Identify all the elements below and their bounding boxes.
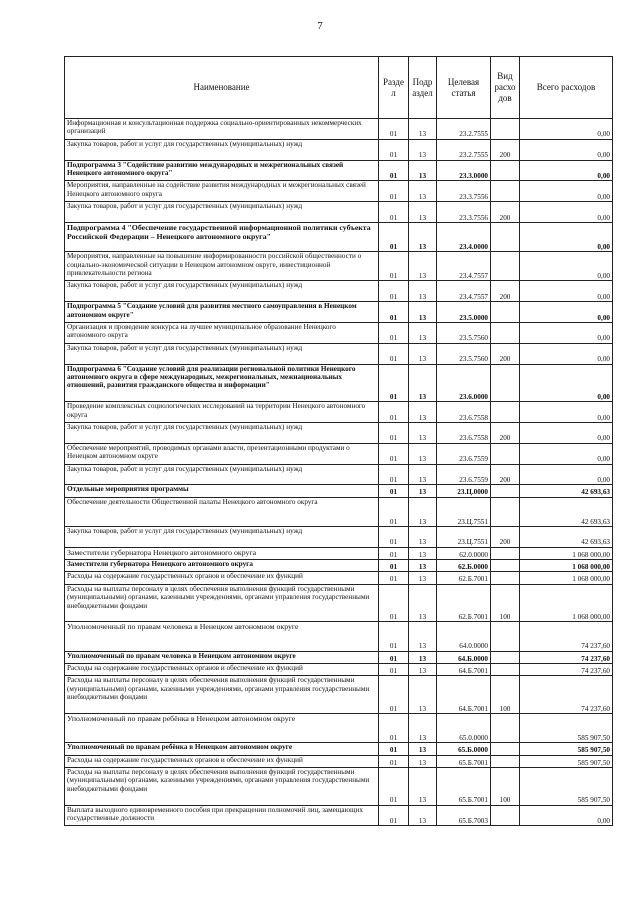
cell-expense-type [491,322,520,343]
cell-subsection: 13 [409,622,437,651]
cell-name: Обеспечение деятельности Общественной палаты Ненецкого автономного округа [65,497,379,526]
cell-section: 01 [379,651,409,663]
cell-expense-type: 200 [491,526,520,547]
cell-section: 01 [379,160,409,181]
cell-target: 62.Б.0000 [437,560,491,572]
cell-section: 01 [379,322,409,343]
cell-name: Мероприятия, направленные на повышение информированности российской общественности о социально-экономической ситуации в Ненецком автономном округе, инвестиционной привлекательности региона [65,252,379,281]
cell-total: 0,00 [520,160,613,181]
cell-expense-type: 200 [491,343,520,364]
cell-section: 01 [379,768,409,806]
cell-section: 01 [379,526,409,547]
cell-expense-type: 200 [491,139,520,160]
cell-section: 01 [379,281,409,302]
cell-expense-type [491,572,520,584]
cell-target: 65.Б.7001 [437,755,491,767]
cell-total: 0,00 [520,181,613,202]
cell-name: Закупка товаров, работ и услуг для государственных (муниципальных) нужд [65,422,379,443]
cell-name: Закупка товаров, работ и услуг для государственных (муниципальных) нужд [65,281,379,302]
cell-subsection: 13 [409,139,437,160]
cell-subsection: 13 [409,443,437,464]
cell-expense-type: 100 [491,768,520,806]
cell-total: 0,00 [520,119,613,140]
cell-target: 23.6.7559 [437,464,491,485]
cell-section: 01 [379,252,409,281]
cell-name: Подпрограмма 3 "Содействие развитию международных и межрегиональных связей Ненецкого автономного округа" [65,160,379,181]
cell-target: 23.2.7555 [437,139,491,160]
cell-target: 65.0.0000 [437,714,491,743]
cell-section: 01 [379,584,409,622]
cell-name: Расходы на содержание государственных органов и обеспечение их функций [65,664,379,676]
cell-target: 64.Б.0000 [437,651,491,663]
cell-section: 01 [379,805,409,826]
table-body [65,119,613,826]
header-section-label: Разде л [383,76,404,98]
cell-total: 1 068 000,00 [520,560,613,572]
table-row [65,485,613,497]
header-target [437,57,491,119]
cell-section: 01 [379,485,409,497]
cell-total: 0,00 [520,422,613,443]
cell-target: 65.Б.7001 [437,768,491,806]
table-row [65,547,613,559]
cell-target: 23.4.7557 [437,281,491,302]
cell-section: 01 [379,743,409,755]
cell-target: 65.Б.0000 [437,743,491,755]
cell-section: 01 [379,572,409,584]
cell-total: 0,00 [520,302,613,323]
table-row [65,676,613,714]
cell-target: 65.Б.7003 [437,805,491,826]
cell-name: Проведение комплексных социологических исследований на территории Ненецкого автономного округа [65,402,379,423]
table-row [65,560,613,572]
cell-total: 585 907,50 [520,768,613,806]
cell-section: 01 [379,343,409,364]
cell-expense-type: 100 [491,584,520,622]
cell-target: 23.5.0000 [437,302,491,323]
table-row [65,584,613,622]
table-row [65,464,613,485]
cell-total: 0,00 [520,805,613,826]
cell-subsection: 13 [409,497,437,526]
cell-subsection: 13 [409,343,437,364]
cell-target: 64.0.0000 [437,622,491,651]
cell-subsection: 13 [409,572,437,584]
table-row [65,714,613,743]
cell-name: Уполномоченный по правам ребёнка в Ненецком автономном округе [65,714,379,743]
table-row [65,119,613,140]
cell-total: 585 907,50 [520,714,613,743]
header-subsection-label: Подр аздел [412,76,433,98]
cell-subsection: 13 [409,202,437,223]
budget-table [64,56,613,826]
cell-section: 01 [379,422,409,443]
cell-total: 0,00 [520,222,613,251]
cell-subsection: 13 [409,402,437,423]
cell-total: 74 237,60 [520,622,613,651]
cell-target: 23.Ц.7551 [437,526,491,547]
cell-target: 62.Б.7001 [437,584,491,622]
cell-subsection: 13 [409,464,437,485]
cell-total: 74 237,60 [520,664,613,676]
table-row [65,302,613,323]
cell-subsection: 13 [409,322,437,343]
cell-subsection: 13 [409,485,437,497]
cell-section: 01 [379,119,409,140]
table-row [65,222,613,251]
cell-expense-type: 200 [491,464,520,485]
cell-subsection: 13 [409,584,437,622]
cell-name: Информационная и консультационная поддержка социально-ориентированных некоммерческих организаций [65,119,379,140]
cell-section: 01 [379,222,409,251]
table-row [65,160,613,181]
cell-total: 1 068 000,00 [520,572,613,584]
cell-subsection: 13 [409,547,437,559]
cell-section: 01 [379,755,409,767]
cell-expense-type: 200 [491,281,520,302]
cell-target: 23.6.7559 [437,443,491,464]
cell-target: 23.Ц.7551 [437,497,491,526]
cell-target: 62.0.0000 [437,547,491,559]
cell-total: 585 907,50 [520,755,613,767]
cell-section: 01 [379,402,409,423]
cell-expense-type [491,364,520,402]
cell-total: 0,00 [520,322,613,343]
cell-target: 23.Ц.0000 [437,485,491,497]
cell-section: 01 [379,714,409,743]
cell-total: 0,00 [520,364,613,402]
table-row [65,202,613,223]
cell-subsection: 13 [409,651,437,663]
cell-expense-type [491,755,520,767]
cell-total: 74 237,60 [520,651,613,663]
cell-expense-type [491,743,520,755]
page-number: 7 [317,20,323,32]
cell-name: Подпрограмма 4 "Обеспечение государственной информационной политики субъекта Российской Федерации – Ненецкого автономного округа" [65,222,379,251]
table-header-row [65,57,613,119]
cell-expense-type [491,485,520,497]
cell-subsection: 13 [409,676,437,714]
table-row [65,139,613,160]
cell-subsection: 13 [409,755,437,767]
cell-total: 1 068 000,00 [520,584,613,622]
cell-total: 0,00 [520,202,613,223]
header-expense-type [491,57,520,119]
cell-subsection: 13 [409,160,437,181]
cell-expense-type [491,443,520,464]
cell-expense-type: 200 [491,422,520,443]
cell-total: 42 693,63 [520,497,613,526]
header-name [65,57,379,119]
cell-subsection: 13 [409,181,437,202]
cell-name: Уполномоченный по правам ребёнка в Ненецком автономном округе [65,743,379,755]
cell-subsection: 13 [409,805,437,826]
cell-expense-type [491,302,520,323]
cell-total: 0,00 [520,252,613,281]
table-row [65,252,613,281]
cell-expense-type [491,714,520,743]
cell-name: Отдельные мероприятия программы [65,485,379,497]
cell-subsection: 13 [409,743,437,755]
table-row [65,572,613,584]
cell-target: 23.5.7560 [437,322,491,343]
cell-subsection: 13 [409,714,437,743]
cell-section: 01 [379,302,409,323]
cell-name: Расходы на содержание государственных органов и обеспечение их функций [65,755,379,767]
cell-section: 01 [379,443,409,464]
cell-section: 01 [379,364,409,402]
cell-name: Закупка товаров, работ и услуг для государственных (муниципальных) нужд [65,526,379,547]
table-row [65,805,613,826]
cell-expense-type [491,222,520,251]
header-expense-type-label: Вид расхо дов [494,71,516,103]
header-target-label: Целевая статья [447,76,480,98]
cell-expense-type [491,805,520,826]
table-row [65,664,613,676]
cell-target: 23.5.7560 [437,343,491,364]
cell-total: 0,00 [520,402,613,423]
cell-subsection: 13 [409,222,437,251]
table-row [65,622,613,651]
cell-subsection: 13 [409,526,437,547]
cell-target: 23.6.0000 [437,364,491,402]
table-row [65,181,613,202]
cell-expense-type: 200 [491,202,520,223]
table-row [65,402,613,423]
cell-subsection: 13 [409,119,437,140]
table-row [65,526,613,547]
cell-name: Расходы на выплаты персоналу в целях обеспечения выполнения функций государственными (муниципальными) органами, казенными учреждениями, органами управления государственными внебюджетными фондами [65,768,379,806]
cell-subsection: 13 [409,664,437,676]
cell-subsection: 13 [409,281,437,302]
cell-target: 23.3.0000 [437,160,491,181]
header-total-label: Всего расходов [536,82,596,92]
cell-name: Заместители губернатора Ненецкого автономного округа [65,547,379,559]
table-row [65,768,613,806]
cell-target: 64.Б.7001 [437,676,491,714]
table-row [65,343,613,364]
cell-name: Выплата выходного единовременного пособия при прекращении полномочий лиц, замещающих государственные должности [65,805,379,826]
cell-target: 23.6.7558 [437,402,491,423]
cell-expense-type [491,252,520,281]
table-row [65,364,613,402]
cell-total: 0,00 [520,281,613,302]
cell-expense-type [491,497,520,526]
cell-total: 0,00 [520,443,613,464]
cell-subsection: 13 [409,364,437,402]
cell-subsection: 13 [409,302,437,323]
cell-subsection: 13 [409,252,437,281]
table-row [65,322,613,343]
cell-name: Закупка товаров, работ и услуг для государственных (муниципальных) нужд [65,202,379,223]
cell-section: 01 [379,181,409,202]
cell-name: Подпрограмма 6 "Создание условий для реализации региональной политики Ненецкого автономного округа в сфере международных, межрегиональных, межнациональных отношений, развития гражданского общества и информации" [65,364,379,402]
cell-expense-type [491,560,520,572]
cell-target: 62.Б.7001 [437,572,491,584]
cell-total: 42 693,63 [520,485,613,497]
cell-name: Обеспечение мероприятий, проводимых органами власти, презентационными продуктами о Ненецком автономном округе [65,443,379,464]
header-name-label: Наименование [193,82,250,92]
cell-name: Закупка товаров, работ и услуг для государственных (муниципальных) нужд [65,139,379,160]
cell-target: 23.6.7558 [437,422,491,443]
cell-target: 23.4.0000 [437,222,491,251]
cell-subsection: 13 [409,422,437,443]
cell-total: 42 693,63 [520,526,613,547]
cell-name: Уполномоченный по правам человека в Ненецком автономном округе [65,622,379,651]
cell-name: Закупка товаров, работ и услуг для государственных (муниципальных) нужд [65,464,379,485]
cell-name: Уполномоченный по правам человека в Ненецком автономном округе [65,651,379,663]
cell-total: 0,00 [520,464,613,485]
header-subsection [409,57,437,119]
cell-name: Расходы на выплаты персоналу в целях обеспечения выполнения функций государственными (муниципальными) органами, казенными учреждениями, органами управления государственными внебюджетными фондами [65,584,379,622]
header-section [379,57,409,119]
cell-expense-type: 100 [491,676,520,714]
cell-total: 1 068 000,00 [520,547,613,559]
cell-expense-type [491,402,520,423]
table-row [65,497,613,526]
cell-section: 01 [379,560,409,572]
cell-subsection: 13 [409,560,437,572]
cell-expense-type [491,664,520,676]
cell-name: Заместители губернатора Ненецкого автономного округа [65,560,379,572]
cell-expense-type [491,181,520,202]
cell-name: Расходы на содержание государственных органов и обеспечение их функций [65,572,379,584]
cell-section: 01 [379,664,409,676]
cell-target: 23.3.7556 [437,202,491,223]
cell-total: 0,00 [520,343,613,364]
cell-total: 0,00 [520,139,613,160]
cell-section: 01 [379,547,409,559]
table-row [65,651,613,663]
cell-target: 23.4.7557 [437,252,491,281]
cell-section: 01 [379,622,409,651]
table-row [65,743,613,755]
table-row [65,422,613,443]
cell-total: 74 237,60 [520,676,613,714]
cell-expense-type [491,160,520,181]
cell-name: Подпрограмма 5 "Создание условий для развития местного самоуправления в Ненецком автономном округе" [65,302,379,323]
table-row [65,443,613,464]
cell-expense-type [491,651,520,663]
cell-target: 23.2.7555 [437,119,491,140]
cell-section: 01 [379,676,409,714]
cell-section: 01 [379,464,409,485]
cell-section: 01 [379,139,409,160]
cell-subsection: 13 [409,768,437,806]
cell-target: 23.3.7556 [437,181,491,202]
table-row [65,755,613,767]
table-row [65,281,613,302]
cell-name: Расходы на выплаты персоналу в целях обеспечения выполнения функций государственными (муниципальными) органами, казенными учреждениями, органами управления государственными внебюджетными фондами [65,676,379,714]
cell-expense-type [491,622,520,651]
cell-expense-type [491,119,520,140]
cell-name: Организация и проведение конкурса на лучшее муниципальное образование Ненецкого автономного округа [65,322,379,343]
cell-target: 64.Б.7001 [437,664,491,676]
header-total [520,57,613,119]
cell-total: 585 907,50 [520,743,613,755]
cell-expense-type [491,547,520,559]
cell-section: 01 [379,497,409,526]
cell-name: Закупка товаров, работ и услуг для государственных (муниципальных) нужд [65,343,379,364]
cell-section: 01 [379,202,409,223]
cell-name: Мероприятия, направленные на содействие развития международных и межрегиональных связей Ненецкого автономного округа [65,181,379,202]
